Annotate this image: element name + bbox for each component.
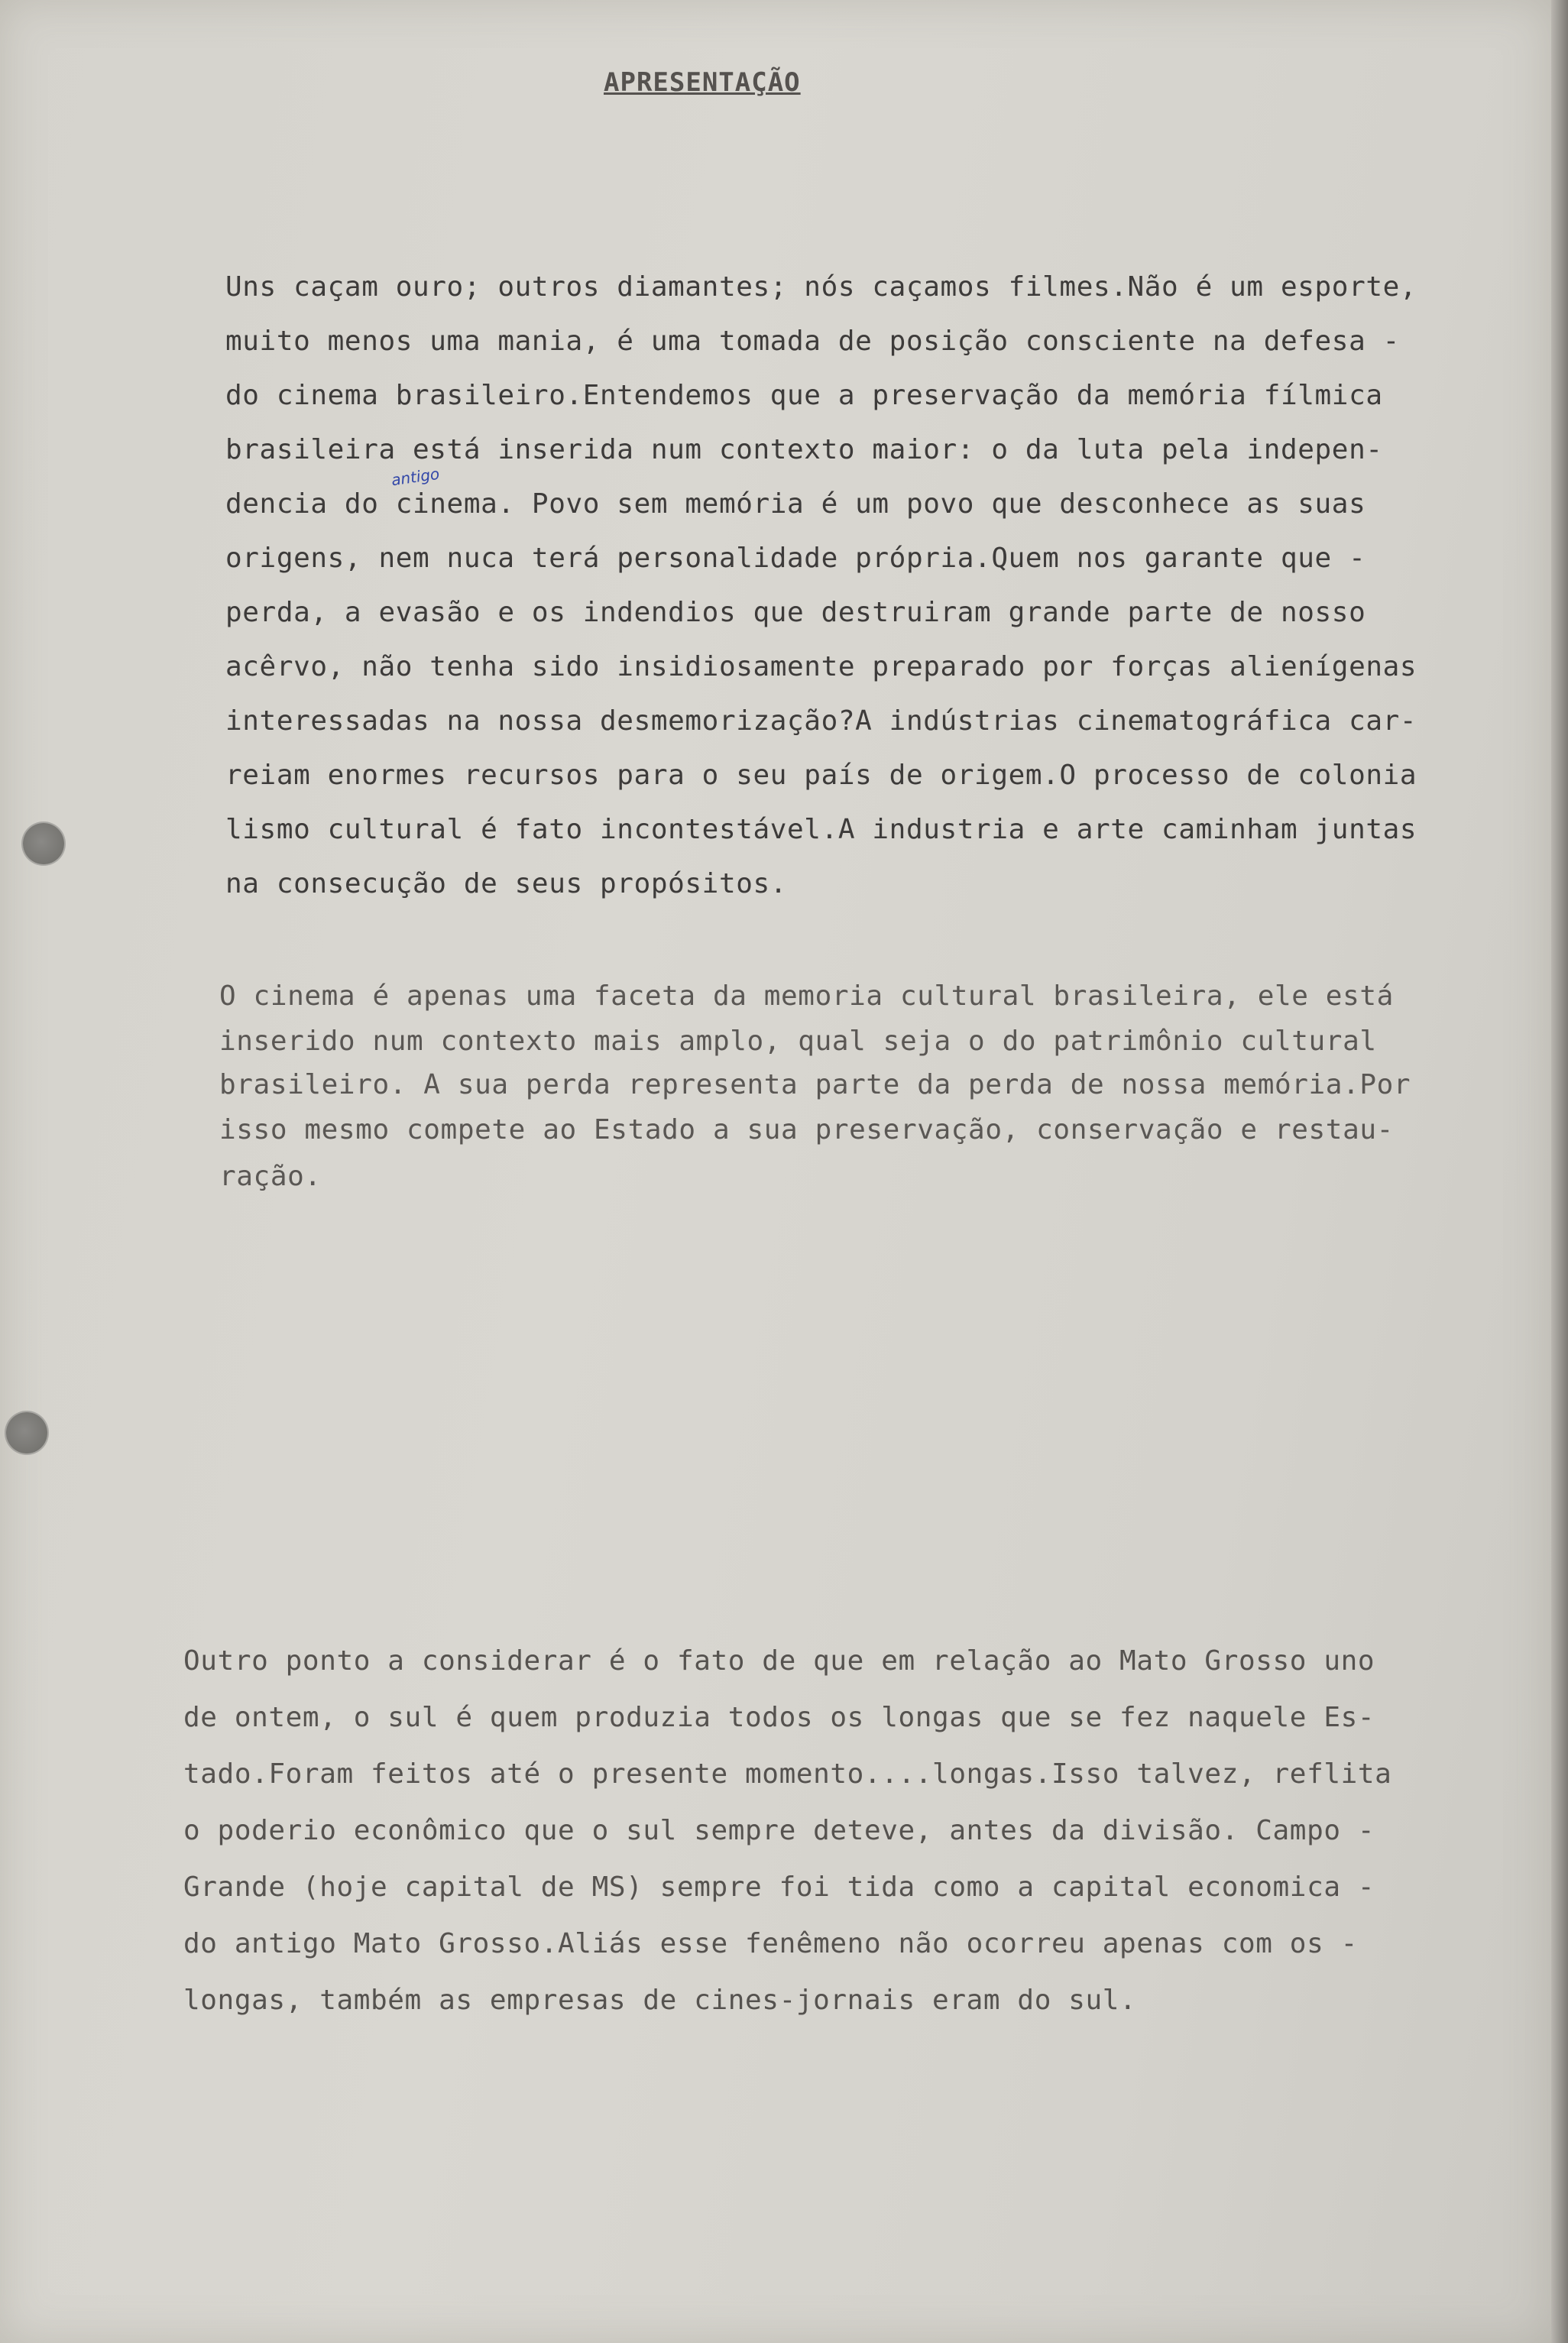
paragraph-1 xyxy=(225,260,1540,911)
paragraph-line: tado.Foram feitos até o presente momento....longas.Isso talvez, reflita xyxy=(183,1758,1392,1790)
paragraph-line: muito menos uma mania, é uma tomada de posição consciente na defesa - xyxy=(225,326,1400,357)
paragraph-line: inserido num contexto mais amplo, qual seja o do patrimônio cultural xyxy=(219,1026,1377,1057)
paragraph-line: longas, também as empresas de cines-jornais eram do sul. xyxy=(183,1985,1137,2016)
paragraph-line: interessadas na nossa desmemorização?A indústrias cinematográfica car- xyxy=(225,705,1417,737)
paragraph-line: lismo cultural é fato incontestável.A industria e arte caminham juntas xyxy=(225,814,1417,845)
paragraph-line: dencia do cinema. Povo sem memória é um povo que desconhece as suas xyxy=(225,488,1366,520)
paragraph-line: isso mesmo compete ao Estado a sua preservação, conservação e restau- xyxy=(219,1114,1394,1146)
paragraph-line: do antigo Mato Grosso.Aliás esse fenêmeno não ocorreu apenas com os - xyxy=(183,1928,1358,1959)
paragraph-line: Uns caçam ouro; outros diamantes; nós caçamos filmes.Não é um esporte, xyxy=(225,271,1417,303)
paragraph-line: Grande (hoje capital de MS) sempre foi tida como a capital economica - xyxy=(183,1871,1375,1903)
paragraph-line: Outro ponto a considerar é o fato de que em relação ao Mato Grosso uno xyxy=(183,1645,1375,1677)
paragraph-line: brasileiro. A sua perda representa parte da perda de nossa memória.Por xyxy=(219,1069,1411,1100)
paragraph-line: na consecução de seus propósitos. xyxy=(225,868,788,899)
punch-hole-top xyxy=(23,823,64,864)
paragraph-line: de ontem, o sul é quem produzia todos os longas que se fez naquele Es- xyxy=(183,1702,1375,1733)
paragraph-2 xyxy=(219,969,1549,1204)
paragraph-line: brasileira está inserida num contexto maior: o da luta pela indepen- xyxy=(225,434,1383,465)
paragraph-3 xyxy=(183,1634,1528,2027)
page-title: APRESENTAÇÃO xyxy=(604,67,801,98)
punch-hole-bottom xyxy=(6,1412,47,1453)
handwritten-annotation: antigo xyxy=(390,464,441,490)
paragraph-line: O cinema é apenas uma faceta da memoria cultural brasileira, ele está xyxy=(219,980,1394,1012)
paragraph-line: reiam enormes recursos para o seu país de origem.O processo de colonia xyxy=(225,760,1417,791)
paragraph-line: origens, nem nuca terá personalidade própria.Quem nos garante que - xyxy=(225,543,1366,574)
paragraph-line: perda, a evasão e os indendios que destruiram grande parte de nosso xyxy=(225,597,1366,628)
page-edge-shadow xyxy=(1551,0,1568,2343)
paragraph-line: o poderio econômico que o sul sempre deteve, antes da divisão. Campo - xyxy=(183,1815,1375,1846)
paragraph-line: acêrvo, não tenha sido insidiosamente preparado por forças alienígenas xyxy=(225,651,1417,682)
paragraph-line: ração. xyxy=(219,1161,322,1192)
paragraph-line: do cinema brasileiro.Entendemos que a preservação da memória fílmica xyxy=(225,380,1383,411)
